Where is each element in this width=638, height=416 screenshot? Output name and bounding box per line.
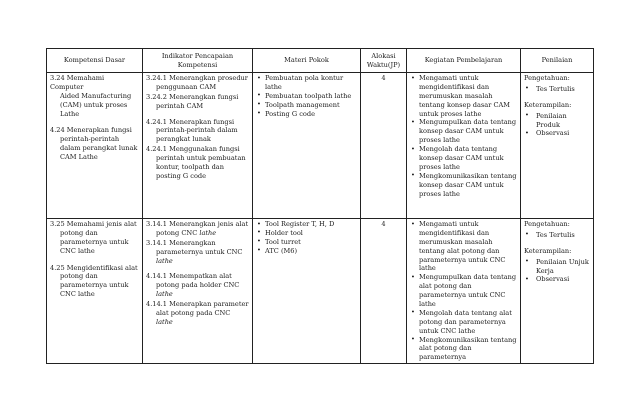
- cell-kegiatan-pembelajaran: [407, 73, 521, 219]
- indikator-number: 3.14.1 Menerangkan: [146, 238, 216, 247]
- pengetahuan-list: [524, 231, 590, 240]
- indikator-text: perintah-perintah dalam perangkat lunak: [156, 126, 238, 144]
- indikator-text: [146, 229, 249, 238]
- kd-text: potong dan parameternya untuk CNC lathe: [60, 228, 129, 255]
- list-item: • Pembuatan toolpath lathe: [256, 92, 357, 101]
- indikator-number: 4.14.1 Menempatkan alat: [146, 272, 232, 281]
- keterampilan-list: [524, 258, 590, 285]
- list-item: • Mengolah data tentang alat potong dan parameternya untuk CNC lathe: [410, 309, 517, 336]
- list-item: • Tool Register T, H, D: [256, 220, 357, 229]
- indikator-text: penggunaan CAM: [156, 82, 217, 91]
- syllabus-table: [46, 48, 594, 364]
- list-item: • Pembuatan pola kontur lathe: [256, 74, 357, 92]
- kd-number: 3.24 Memahami Computer: [50, 74, 105, 91]
- cell-kompetensi-dasar: [47, 73, 143, 219]
- pengetahuan-label: Pengetahuan:: [524, 220, 570, 228]
- list-item: • Mengumpulkan data tentang konsep dasar CAM untuk proses lathe: [410, 118, 517, 145]
- header-kegiatan-pembelajaran: Kegiatan Pembelajaran: [407, 49, 521, 73]
- indikator-number: 4.24.1 Menggunakan fungsi: [146, 145, 240, 154]
- header-kompetensi-dasar: Kompetensi Dasar: [47, 49, 143, 73]
- list-item: • Tes Tertulis: [524, 85, 590, 94]
- cell-indikator: [143, 219, 253, 364]
- kd-text: Aided Manufacturing (CAM) untuk proses Lathe: [60, 91, 132, 118]
- cell-alokasi-waktu: 4: [361, 73, 407, 219]
- table-header-row: [47, 49, 594, 73]
- list-item: • Toolpath management: [256, 101, 357, 110]
- header-indikator: Indikator Pencapaian Kompetensi: [143, 49, 253, 73]
- indikator-text: [146, 309, 249, 327]
- list-item: • Tool turret: [256, 238, 357, 247]
- indikator-entry: [146, 220, 249, 238]
- kd-entry: [50, 74, 139, 118]
- table-row: [47, 73, 594, 219]
- kd-entry: [50, 220, 139, 256]
- cell-penilaian: [521, 73, 594, 219]
- list-item: • Mengkomunikasikan tentang alat potong dan parameternya: [410, 336, 517, 363]
- indikator-text-italic: lathe: [156, 317, 173, 326]
- indikator-entry: [146, 272, 249, 299]
- list-item: • Posting G code: [256, 110, 357, 119]
- kd-number: 3.25 Memahami jenis alat: [50, 220, 137, 228]
- cell-indikator: [143, 73, 253, 219]
- table-row: [47, 219, 594, 364]
- cell-materi-pokok: [253, 73, 361, 219]
- indikator-text-italic: lathe: [156, 290, 173, 299]
- indikator-text-italic: lathe: [156, 256, 173, 265]
- list-item: • Mengamati untuk mengidentifikasi dan merumuskan masalah tentang alat potong dan parameternya untuk CNC lathe: [410, 220, 517, 273]
- kd-entry: [50, 264, 139, 300]
- indikator-number: 4.24.1 Menerapkan fungsi: [146, 117, 235, 126]
- indikator-entry: [146, 93, 249, 111]
- keterampilan-label: Keterampilan:: [524, 100, 572, 109]
- list-item: • Penilaian Produk: [524, 112, 590, 130]
- pengetahuan-label: Pengetahuan:: [524, 74, 570, 82]
- indikator-text: [146, 248, 249, 266]
- kd-text: potong dan parameternya untuk CNC lathe: [60, 272, 129, 299]
- indikator-entry: [146, 145, 249, 181]
- cell-alokasi-waktu: 4: [361, 219, 407, 364]
- keterampilan-list: [524, 112, 590, 139]
- indikator-text: perintah untuk pembuatan kontur, toolpath dan posting G code: [156, 154, 246, 180]
- indikator-entry: [146, 74, 249, 92]
- pengetahuan-list: [524, 85, 590, 94]
- header-alokasi-waktu: Alokasi Waktu(JP): [361, 49, 407, 73]
- indikator-text-main: potong CNC: [156, 228, 198, 237]
- indikator-number: 3.24.1 Menerangkan prosedur: [146, 74, 248, 82]
- list-item: • Mengumpulkan data tentang alat potong dan parameternya untuk CNC lathe: [410, 273, 517, 309]
- indikator-number: 4.14.1 Menerapkan parameter: [146, 300, 249, 309]
- list-item: • Mengolah data tentang konsep dasar CAM untuk proses lathe: [410, 145, 517, 172]
- cell-materi-pokok: [253, 219, 361, 364]
- list-item: • Observasi: [524, 129, 590, 138]
- kd-number: 4.24 Menerapkan fungsi: [50, 126, 132, 135]
- list-item: • Observasi: [524, 275, 590, 284]
- keterampilan-label: Keterampilan:: [524, 246, 572, 255]
- kd-text: perintah-perintah dalam perangkat lunak CAM Lathe: [60, 135, 138, 162]
- indikator-text-main: alat potong pada CNC: [156, 309, 231, 318]
- indikator-text-main: potong pada holder CNC: [156, 281, 240, 290]
- kd-number: 4.25 Mengidentifikasi alat: [50, 263, 138, 272]
- list-item: • Tes Tertulis: [524, 231, 590, 240]
- indikator-text: perintah CAM: [156, 101, 204, 110]
- cell-penilaian: [521, 219, 594, 364]
- list-item: • Holder tool: [256, 229, 357, 238]
- materi-list: [256, 220, 357, 256]
- indikator-entry: [146, 239, 249, 266]
- document-page: [46, 48, 593, 362]
- cell-kegiatan-pembelajaran: [407, 219, 521, 364]
- list-item: • Mengamati untuk mengidentifikasi dan merumuskan masalah tentang konsep dasar CAM untuk proses lathe: [410, 74, 517, 118]
- kd-entry: [50, 126, 139, 162]
- list-item: • Mengkomunikasikan tentang konsep dasar CAM untuk proses lathe: [410, 172, 517, 199]
- indikator-text-main: parameternya untuk CNC: [156, 247, 243, 256]
- indikator-entry: [146, 118, 249, 145]
- indikator-text-italic: lathe: [199, 228, 217, 237]
- indikator-number: 3.14.1 Menerangkan jenis alat: [146, 220, 249, 228]
- indikator-number: 3.24.2 Menerangkan fungsi: [146, 92, 239, 101]
- kegiatan-list: [410, 74, 517, 198]
- indikator-text: [146, 281, 249, 299]
- materi-list: [256, 74, 357, 118]
- list-item: • Penilaian Unjuk Kerja: [524, 258, 590, 276]
- kegiatan-list: [410, 220, 517, 362]
- list-item: • ATC (M6): [256, 247, 357, 256]
- header-materi-pokok: Materi Pokok: [253, 49, 361, 73]
- indikator-entry: [146, 300, 249, 327]
- header-penilaian: Penilaian: [521, 49, 594, 73]
- cell-kompetensi-dasar: [47, 219, 143, 364]
